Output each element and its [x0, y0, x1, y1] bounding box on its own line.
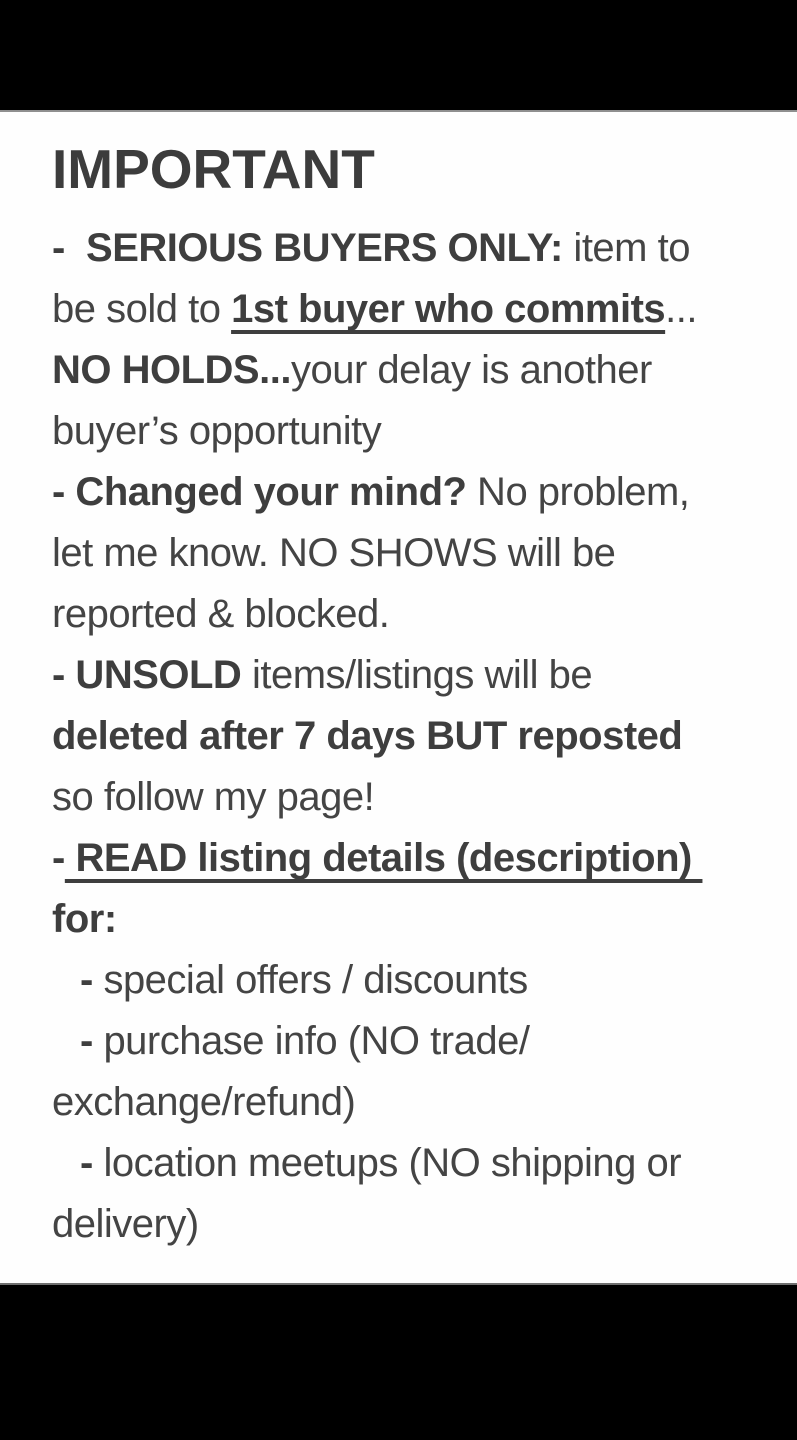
text-segment: items/listings will be	[241, 653, 593, 697]
text-segment: No problem,	[466, 470, 690, 514]
notice-line	[52, 340, 789, 401]
text-segment: item to	[562, 226, 690, 270]
notice-line	[52, 767, 789, 828]
text-segment: purchase info (NO trade/	[103, 1019, 530, 1063]
text-segment: NO HOLDS...	[52, 348, 291, 392]
text-segment: be sold to	[52, 287, 232, 331]
text-segment: -	[80, 1019, 104, 1063]
notice-line	[52, 828, 789, 889]
notice-line	[52, 1011, 789, 1072]
notice-line	[52, 1133, 789, 1194]
notice-line	[52, 462, 789, 523]
notice-line	[52, 218, 789, 279]
text-segment: - SERIOUS BUYERS ONLY:	[52, 226, 563, 270]
text-segment: deleted after 7 days BUT reposted	[52, 714, 683, 758]
notice-line	[52, 889, 789, 950]
notice-line	[52, 279, 789, 340]
text-segment: delivery)	[52, 1202, 199, 1246]
notice-heading: IMPORTANT	[52, 138, 375, 200]
letterbox-bottom	[0, 1283, 797, 1440]
text-segment: READ listing details (description)	[64, 836, 703, 880]
text-segment: reported & blocked.	[52, 592, 390, 636]
text-segment: let me know. NO SHOWS will be	[52, 531, 616, 575]
text-segment: so follow my page!	[52, 775, 375, 819]
letterbox-top	[0, 0, 797, 112]
notice-line	[52, 706, 789, 767]
notice-line	[52, 523, 789, 584]
text-segment: buyer’s opportunity	[52, 409, 382, 453]
notice-line	[52, 1072, 789, 1133]
notice-line	[52, 645, 789, 706]
text-segment: for:	[52, 897, 117, 941]
text-segment: special offers / discounts	[103, 958, 528, 1002]
text-segment: ...	[665, 287, 697, 331]
text-segment: -	[80, 1141, 104, 1185]
notice-line	[52, 401, 789, 462]
text-segment: exchange/refund)	[52, 1080, 356, 1124]
notice-line	[52, 584, 789, 645]
text-segment: your delay is another	[290, 348, 652, 392]
text-segment: 1st buyer who commits	[231, 287, 666, 331]
text-segment: -	[80, 958, 104, 1002]
text-segment: location meetups (NO shipping or	[103, 1141, 682, 1185]
notice-card	[0, 112, 797, 1283]
text-segment: - UNSOLD	[52, 653, 242, 697]
text-segment: - Changed your mind?	[52, 470, 467, 514]
notice-line	[52, 1194, 789, 1255]
notice-line	[52, 950, 789, 1011]
notice-lines	[52, 218, 789, 1255]
text-segment: -	[52, 836, 65, 880]
